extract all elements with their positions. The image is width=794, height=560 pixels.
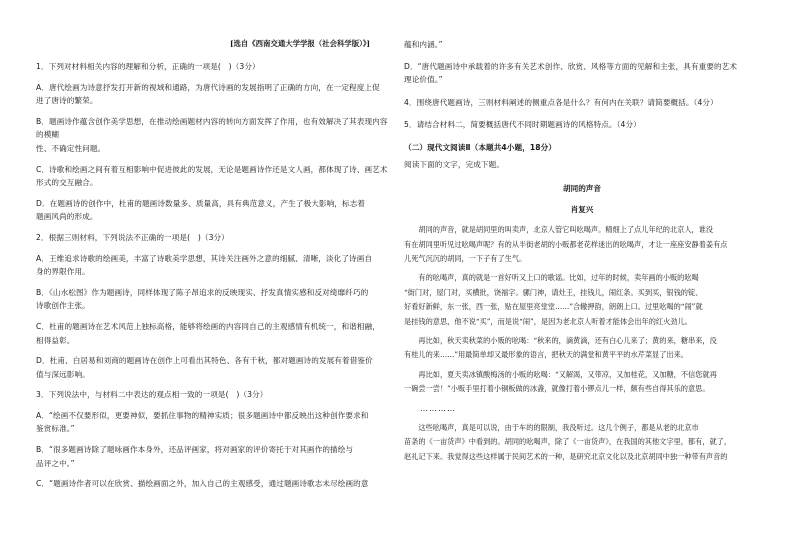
q1-stem: 1．下列对材料相关内容的理解和分析，正确的一项是( )（3分） [36, 62, 260, 71]
q1-option-a: A．唐代绘画为诗意抒发打开新的视域和通路，为唐代诗画的发展指明了正确的方向，在一定程度上促 [36, 82, 380, 92]
paragraph-2-line-3: 好看好新鲜，东一张，西一张，贴在屋里亮堂堂……”合辙押韵，朗朗上口。过里吆喝的“闹”就 [404, 302, 703, 312]
q3-option-a-cont: 鉴赏标准。” [36, 424, 75, 434]
q2-stem: 2．根据三则材料，下列说法不正确的一项是( )（3分） [36, 232, 229, 242]
q1-option-c-cont: 形式的交互融合。 [36, 178, 98, 188]
q1-option-a-cont: 进了唐诗的繁荣。 [36, 96, 98, 106]
paragraph-5-line-3: 赵礼记下来。我觉得这些这样属于民间艺术的一种，是研究北京文化以及北京胡同中独一种带有声音的 [404, 451, 728, 461]
q5-stem: 5．请结合材料二，简要概括唐代不同时期题画诗的风格特点。（4分） [404, 120, 641, 130]
q3-stem: 3．下列说法中，与材料二中表达的观点相一致的一项是( )（3分） [36, 390, 268, 400]
q1-option-d-cont: 题画风尚的形成。 [36, 212, 98, 222]
q3-option-a: A．“绘画不仅要形似，更要神似，要抓住事物的精神实质；很多题画诗中都反映出这种创作要求和 [36, 410, 369, 420]
q2-option-b-cont: 诗歌创作主张。 [36, 301, 90, 311]
q3-option-b: B．“很多题画诗除了题咏画作本身外，还品评画家，将对画家的评价寄托于对其画作的描绘与 [36, 445, 354, 455]
paragraph-1-line-2: 有在胡同里听见过吆喝声呢？有的从半街老胡的小贩都老花样迷出的吆喝声，才让一座座安静着姜有点 [404, 239, 728, 249]
paragraph-4-line-2: 一碗尝一尝！”小贩手里打着小铜板做的冰盏，就像打着小锣点儿一样，颇有些自得其乐的意思。 [404, 384, 710, 394]
paragraph-2-line-1: 有的吆喝声，真的就是一首好听又上口的歌谣。比如，过年的时候，卖年画的小贩的吆喝 [418, 273, 699, 283]
section-heading: （二）现代文阅读Ⅱ（本题共4小题，18分） [404, 142, 557, 152]
paragraph-2-line-4: 是挂钱的意思，他不说“买”，而是说“闹”，是因为老北京人听着才能体会出年的红火劲儿。 [404, 316, 692, 326]
reading-instruction: 阅读下面的文字，完成下题。 [404, 159, 505, 169]
article-author: 肖复兴 [570, 205, 594, 215]
paragraph-4-line-1: 再比如，夏天卖冰镇酸梅汤的小贩的吆喝：“又解渴，又带凉，又加桂花，又加糖，不信您就再 [418, 369, 717, 379]
q1-option-d: D．在题画诗的创作中，杜甫的题画诗数量多、质量高，具有典范意义，产生了极大影响，标志着 [36, 198, 366, 208]
q2-option-c: C．杜甫的题画诗在艺术风范上独标高格，能够将绘画的内容同自己的主观感情有机统一，和谐相融， [36, 321, 380, 331]
paragraph-3-line-2: 有桂儿的来……”用最简单却又最形象的语言，把秋天的满堂和黄平平的水芹菜显了出来。 [404, 350, 688, 360]
q3-option-c: C．“题画诗作者可以在欣赏、描绘画面之外，加入自己的主观感受，通过题画诗歌志未尽绘画的意 [36, 479, 369, 489]
q2-option-b: B．《山水松图》作为题画诗，同样体现了陈子昂追求的反映现实、抒发真情实感和反对绮靡纤巧的 [36, 287, 369, 297]
left-column [36, 60, 392, 491]
article-body [404, 223, 760, 464]
q2-option-c-cont: 相得益彰。 [36, 335, 75, 345]
paragraph-1-line-1: 胡同的声音，就是胡同里的叫卖声，北京人管它叫吆喝声。精细上了点儿年纪的北京人，谁没 [418, 225, 714, 235]
q2-option-d: D．杜甫、白居易和刘商的题画诗在创作上可看出其特色、各有千秋，都对题画诗的发展有着借鉴价 [36, 356, 373, 366]
q1-option-b: B．题画诗作蕴含创作美学思想，在推动绘画题材内容的转向方面发挥了作用，也有效解决了其表现内容的模糊 [36, 116, 388, 140]
paragraph-3-line-1: 再比如，秋天卖秋菜的小贩的吆喝：“秋来的，滴黄滴，还有白心儿来了；黄的来，糖串来，没 [418, 336, 717, 345]
q2-option-a: A．王维追求诗歌的绘画美，丰富了诗歌美学思想，其诗关注画外之意的细腻、清晰，淡化了诗画自 [36, 253, 373, 263]
q1-option-c: C．诗歌和绘画之间有着互相影响中促进彼此的发展，无论是题画诗作还是文人画，都体现了诗、画艺术 [36, 164, 388, 174]
article-title: 胡同的声音 [563, 184, 601, 194]
q3-option-d-cont: 理论价值。” [404, 75, 443, 85]
right-column [404, 38, 760, 464]
source-note: [选自《西南交通大学学报（社会科学版）》] [230, 39, 371, 48]
q2-option-a-cont: 身的界限作用。 [36, 267, 90, 277]
paragraph-5-line-2: 苗条的《一亩货声》中看到的。胡同的吆喝声，除了《一亩货声》，在我国的其他文字里，都有，就了， [404, 437, 732, 447]
q1-option-b-cont: 性、不确定性问题。 [36, 143, 106, 153]
q3-option-d: D．“唐代题画诗中承载着的许多有关艺术创作、欣赏、风格等方面的见解和主张，具有重要的艺术 [404, 61, 738, 71]
q2-option-d-cont: 值与深远影响。 [36, 369, 90, 379]
paragraph-2-line-2: “街门对，屋门对，买横批，饶福字。骡门神，请灶王，挂钱儿，闹红条。买到买，银钱的锭、 [404, 287, 703, 297]
paragraph-5-line-1: 这些吆喝声，真是可以说，由于车的的限制，我没听过。这几个例子，都是从老的北京市 [418, 423, 699, 433]
q3-option-c-cont: 蕴和内涵。” [404, 40, 443, 49]
paragraph-1-line-3: 儿死气沉沉的胡同，一下子有了生气。 [404, 253, 527, 263]
ellipsis-break: ………… [420, 403, 456, 413]
q3-option-b-cont: 品评之中。” [36, 458, 75, 468]
q4-stem: 4．围绕唐代题画诗，三则材料阐述的侧重点各是什么？有何内在关联？请简要概括。（4分） [404, 97, 718, 107]
